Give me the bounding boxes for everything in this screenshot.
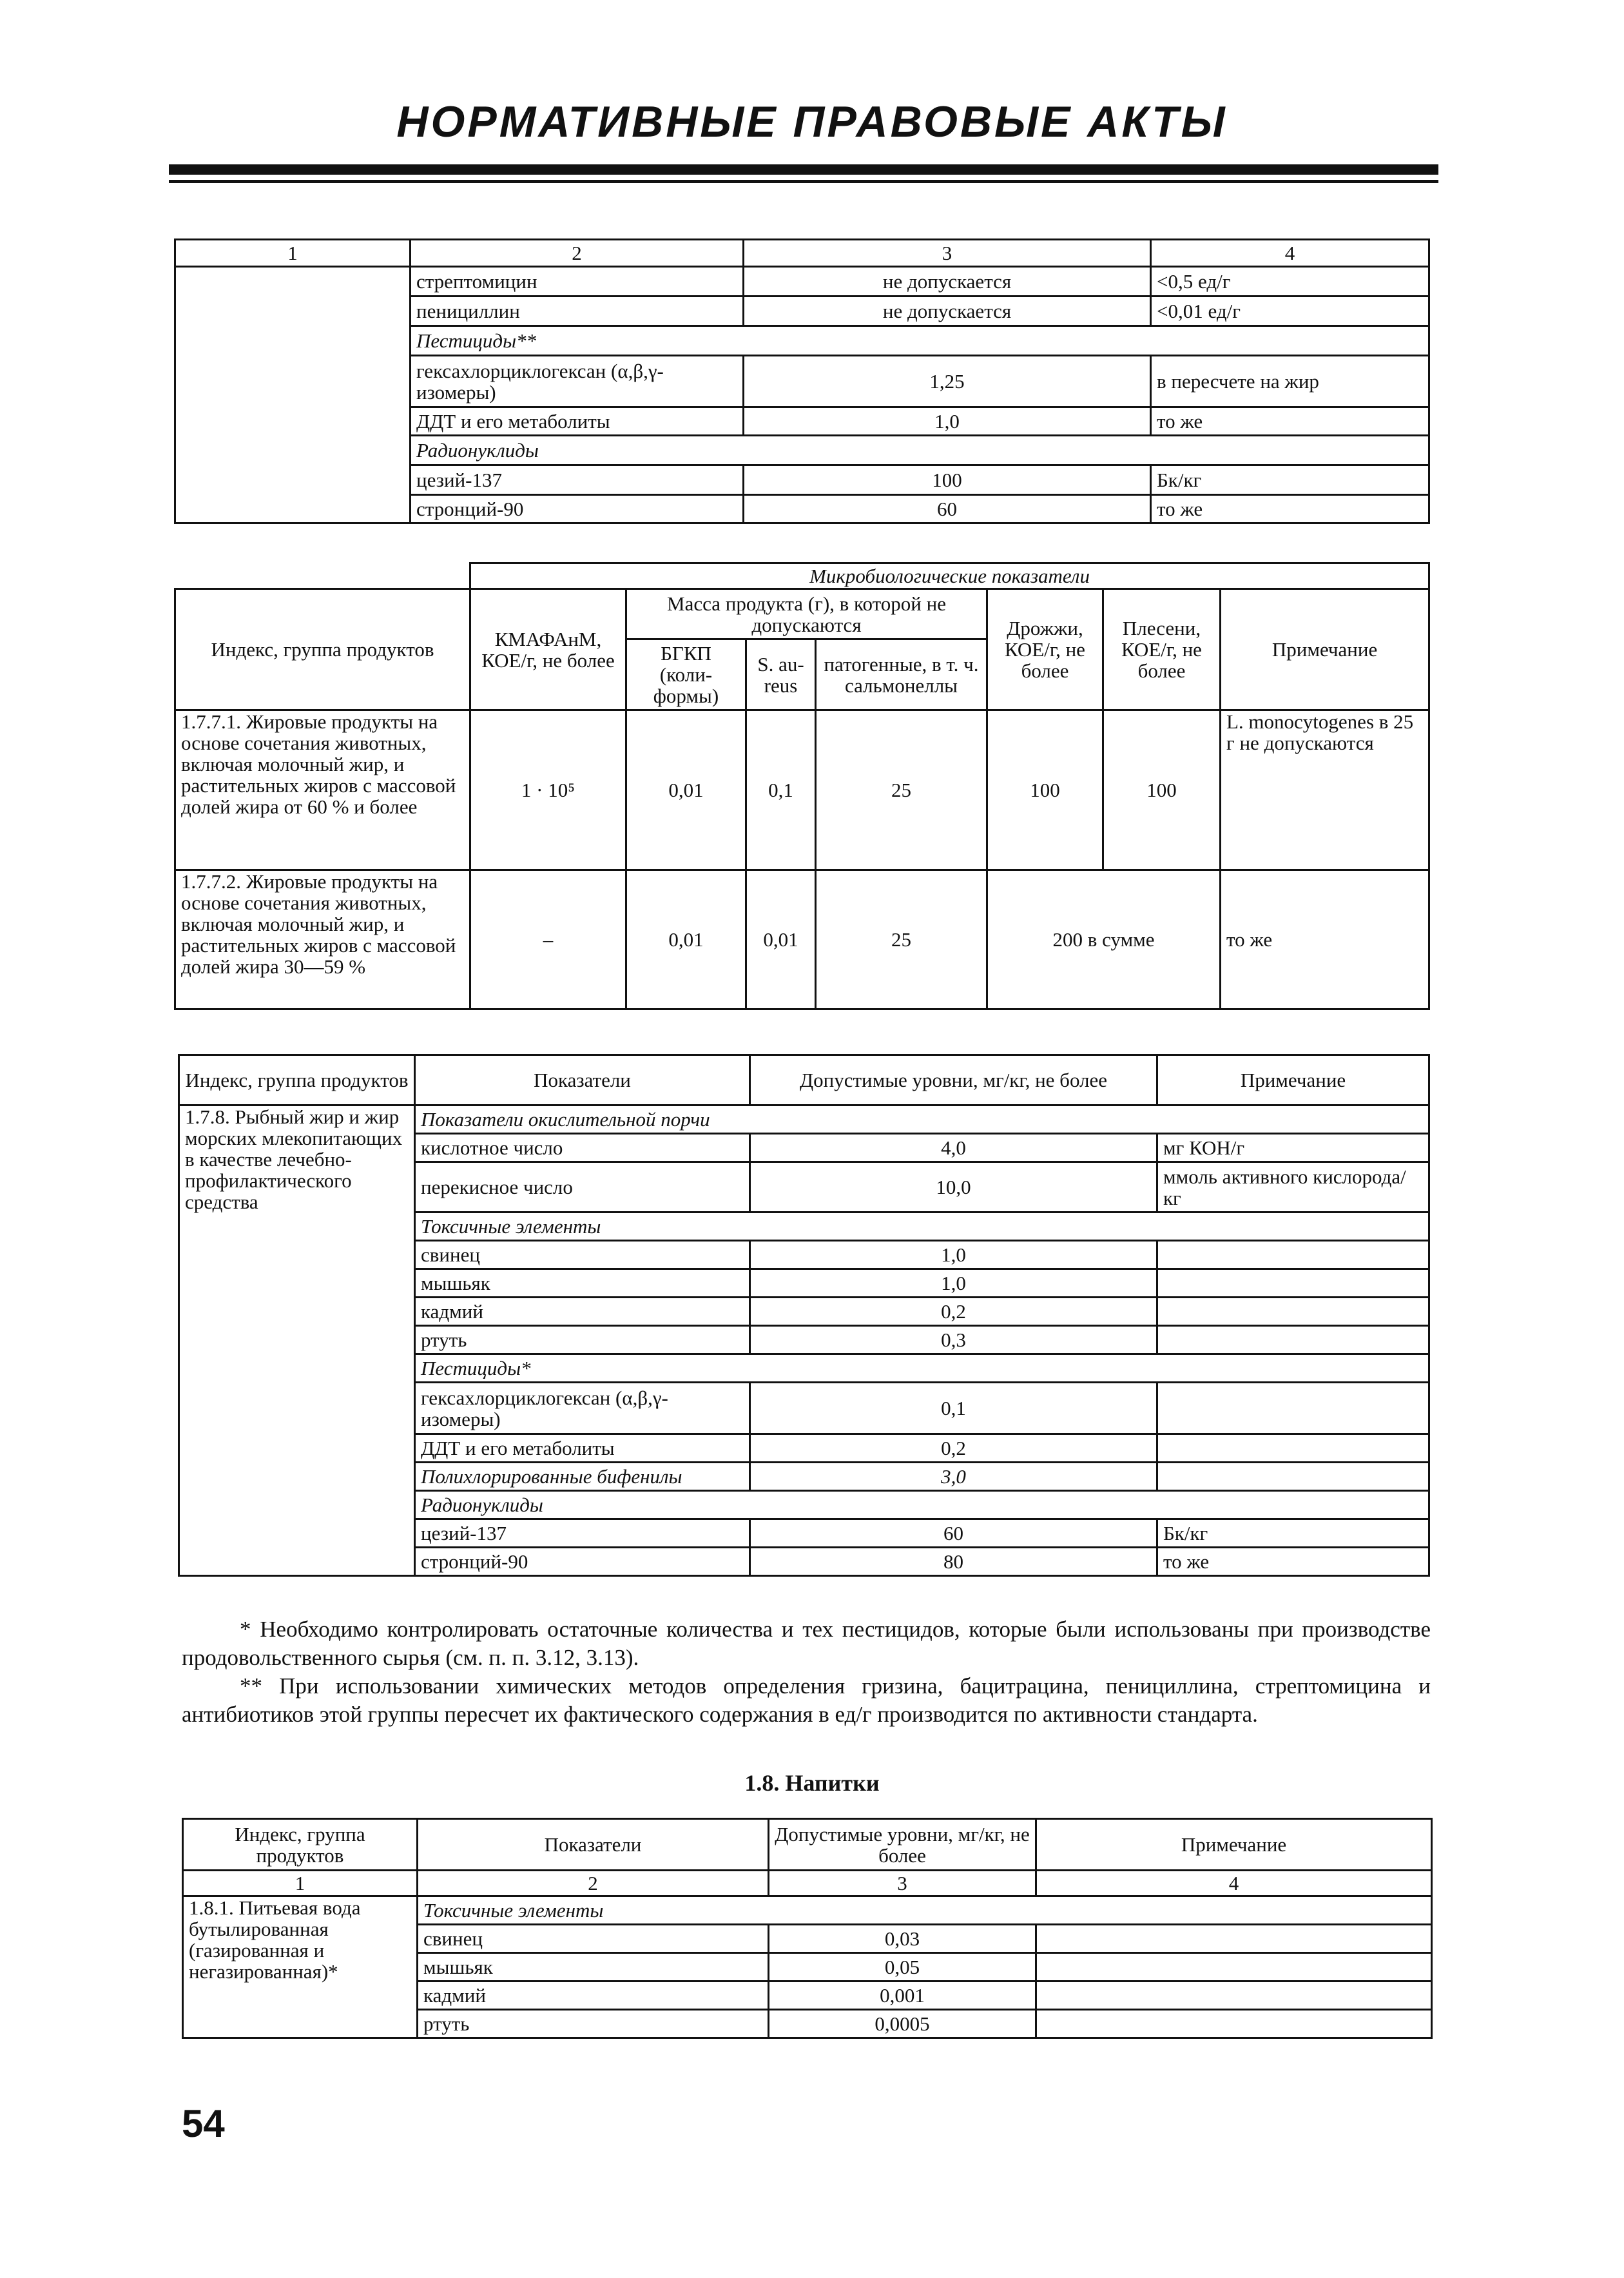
header-indicators: Показатели bbox=[415, 1055, 750, 1105]
column-number: 4 bbox=[1151, 240, 1429, 267]
indicator-name: кадмий bbox=[418, 1981, 769, 2010]
indicator-name: свинец bbox=[418, 1925, 769, 1953]
column-number: 2 bbox=[418, 1871, 769, 1896]
column-number: 1 bbox=[175, 240, 411, 267]
group-index: 1.7.7.1. Жировые продукты на основе сочетания животных, включая молочный жир, и растительных жиров с массовой долей жира от 60 % и более bbox=[175, 710, 470, 870]
indicator-note bbox=[1157, 1298, 1429, 1326]
indicator-value: не допускается bbox=[744, 297, 1151, 326]
indicator-note bbox=[1157, 1434, 1429, 1463]
indicator-value: 0,03 bbox=[769, 1925, 1036, 1953]
group-index: 1.7.7.2. Жировые продукты на основе сочетания животных, включая молочный жир, и растительных жиров с массовой долей жира 30—59 % bbox=[175, 870, 470, 1009]
section-row-label: Пестициды* bbox=[415, 1354, 1429, 1383]
indicator-value: 3,0 bbox=[750, 1463, 1157, 1491]
mold-value: 100 bbox=[1103, 710, 1221, 870]
indicator-name: свинец bbox=[415, 1241, 750, 1269]
indicator-name: цезий-137 bbox=[415, 1519, 750, 1548]
header-kmafanm: КМАФАнМ, КОЕ/г, не более bbox=[470, 589, 626, 710]
table-fish-oil bbox=[178, 1054, 1430, 1577]
group-index: 1.7.8. Рыбный жир и жир морских млекопитающих в качестве лечебно-профилактического средства bbox=[179, 1105, 415, 1576]
indicator-note: ммоль активного кислорода/кг bbox=[1157, 1162, 1429, 1212]
column-number: 3 bbox=[769, 1871, 1036, 1896]
header-levels: Допустимые уровни, мг/кг, не более bbox=[750, 1055, 1157, 1105]
indicator-note: то же bbox=[1151, 407, 1429, 436]
indicator-name: ДДТ и его метаболиты bbox=[411, 407, 744, 436]
indicator-name: ДДТ и его метаболиты bbox=[415, 1434, 750, 1463]
header-rule-thick bbox=[169, 164, 1438, 175]
bgkp-value: 0,01 bbox=[626, 870, 746, 1009]
table-drinks bbox=[182, 1818, 1433, 2039]
header-pathogenic: патогенные, в т. ч. сальмонеллы bbox=[816, 639, 987, 710]
indicator-name: гексахлорциклогексан (α,β,γ-изомеры) bbox=[415, 1383, 750, 1434]
indicator-value: 4,0 bbox=[750, 1134, 1157, 1162]
section-row-label: Пестициды** bbox=[411, 326, 1429, 356]
header-indicators: Показатели bbox=[418, 1819, 769, 1871]
footnote: ** При использовании химических методов определения гризина, бацитрацина, пенициллина, стрептомицина и антибиотиков этой группы пересчет их фактического содержания в ед/г производится по активности стандарта. bbox=[182, 1673, 1431, 1727]
microbiological-caption: Микробиологические показатели bbox=[470, 563, 1429, 589]
indicator-note bbox=[1036, 1953, 1432, 1981]
indicator-note bbox=[1036, 1981, 1432, 2010]
indicator-name: Полихлорированные бифенилы bbox=[415, 1463, 750, 1491]
header-rule-thin bbox=[169, 180, 1438, 183]
indicator-name: кадмий bbox=[415, 1298, 750, 1326]
indicator-name: мышьяк bbox=[415, 1269, 750, 1298]
section-row-label: Радионуклиды bbox=[411, 436, 1429, 465]
indicator-name: мышьяк bbox=[418, 1953, 769, 1981]
indicator-value: 0,05 bbox=[769, 1953, 1036, 1981]
indicator-note bbox=[1157, 1269, 1429, 1298]
indicator-note: то же bbox=[1157, 1548, 1429, 1576]
header-note: Примечание bbox=[1157, 1055, 1429, 1105]
indicator-note: <0,01 ед/г bbox=[1151, 297, 1429, 326]
indicator-value: 0,001 bbox=[769, 1981, 1036, 2010]
header-note: Примечание bbox=[1036, 1819, 1432, 1871]
indicator-note: Бк/кг bbox=[1157, 1519, 1429, 1548]
indicator-name: стронций-90 bbox=[415, 1548, 750, 1576]
indicator-value: 1,0 bbox=[750, 1269, 1157, 1298]
indicator-name: стронций-90 bbox=[411, 495, 744, 523]
indicator-value: 1,25 bbox=[744, 356, 1151, 407]
header-note: Примечание bbox=[1221, 589, 1429, 710]
indicator-value: 0,3 bbox=[750, 1326, 1157, 1354]
indicator-note: то же bbox=[1151, 495, 1429, 523]
yeast-mold-sum: 200 в сумме bbox=[987, 870, 1221, 1009]
indicator-name: стрептомицин bbox=[411, 267, 744, 297]
indicator-name: цезий-137 bbox=[411, 465, 744, 495]
kmafanm-value: – bbox=[470, 870, 626, 1009]
indicator-value: 0,0005 bbox=[769, 2010, 1036, 2038]
kmafanm-value: 1 · 10⁵ bbox=[470, 710, 626, 870]
note-value: то же bbox=[1221, 870, 1429, 1009]
section-row-label: Токсичные элементы bbox=[418, 1896, 1432, 1925]
indicator-value: 1,0 bbox=[750, 1241, 1157, 1269]
footnote: * Необходимо контролировать остаточные количества и тех пестицидов, которые были использованы при производстве продовольственного сырья (см. п. п. 3.12, 3.13). bbox=[182, 1617, 1431, 1670]
indicator-note bbox=[1157, 1463, 1429, 1491]
group-index: 1.8.1. Питьевая вода бутылированная (газированная и негазированная)* bbox=[183, 1896, 418, 2038]
indicator-note: мг КОН/г bbox=[1157, 1134, 1429, 1162]
header-bgkp: БГКП (коли-формы) bbox=[626, 639, 746, 710]
yeast-value: 100 bbox=[987, 710, 1103, 870]
column-number: 4 bbox=[1036, 1871, 1432, 1896]
note-value: L. monocytogenes в 25 г не допускаются bbox=[1221, 710, 1429, 870]
indicator-note bbox=[1157, 1326, 1429, 1354]
header-index: Индекс, группа продуктов bbox=[175, 589, 470, 710]
indicator-value: 60 bbox=[744, 495, 1151, 523]
pathogenic-value: 25 bbox=[816, 870, 987, 1009]
indicator-note: в пересчете на жир bbox=[1151, 356, 1429, 407]
indicator-value: 0,1 bbox=[750, 1383, 1157, 1434]
indicator-value: 100 bbox=[744, 465, 1151, 495]
indicator-value: 0,2 bbox=[750, 1298, 1157, 1326]
indicator-name: кислотное число bbox=[415, 1134, 750, 1162]
column-number: 2 bbox=[411, 240, 744, 267]
section-row-label: Радионуклиды bbox=[415, 1491, 1429, 1519]
indicator-name: гексахлорциклогексан (α,β,γ-изомеры) bbox=[411, 356, 744, 407]
header-mold: Плесени, КОЕ/г, не более bbox=[1103, 589, 1221, 710]
indicator-note: <0,5 ед/г bbox=[1151, 267, 1429, 297]
page-header-title: НОРМАТИВНЫЕ ПРАВОВЫЕ АКТЫ bbox=[396, 97, 1228, 146]
indicator-note bbox=[1036, 2010, 1432, 2038]
column-number: 3 bbox=[744, 240, 1151, 267]
column-number: 1 bbox=[183, 1871, 418, 1896]
indicator-name: перекисное число bbox=[415, 1162, 750, 1212]
footnotes bbox=[182, 1615, 1431, 1729]
page-number: 54 bbox=[182, 2102, 225, 2145]
indicator-value: не допускается bbox=[744, 267, 1151, 297]
bgkp-value: 0,01 bbox=[626, 710, 746, 870]
header-yeast: Дрожжи, КОЕ/г, не более bbox=[987, 589, 1103, 710]
indicator-note: Бк/кг bbox=[1151, 465, 1429, 495]
header-index: Индекс, группа продуктов bbox=[179, 1055, 415, 1105]
table-antibiotics-pesticides bbox=[174, 239, 1430, 524]
indicator-value: 60 bbox=[750, 1519, 1157, 1548]
section-row-label: Показатели окислительной порчи bbox=[415, 1105, 1429, 1134]
pathogenic-value: 25 bbox=[816, 710, 987, 870]
indicator-note bbox=[1157, 1383, 1429, 1434]
saureus-value: 0,01 bbox=[746, 870, 816, 1009]
indicator-note bbox=[1036, 1925, 1432, 1953]
indicator-name: пенициллин bbox=[411, 297, 744, 326]
header-index: Индекс, группа продуктов bbox=[183, 1819, 418, 1871]
header-saureus: S. au-reus bbox=[746, 639, 816, 710]
indicator-value: 10,0 bbox=[750, 1162, 1157, 1212]
indicator-note bbox=[1157, 1241, 1429, 1269]
header-mass: Масса продукта (г), в которой не допускаются bbox=[626, 589, 987, 639]
table-microbiological bbox=[174, 562, 1430, 1010]
index-cell-empty bbox=[175, 267, 411, 523]
indicator-name: ртуть bbox=[415, 1326, 750, 1354]
indicator-value: 80 bbox=[750, 1548, 1157, 1576]
header-levels: Допустимые уровни, мг/кг, не более bbox=[769, 1819, 1036, 1871]
section-title: 1.8. Напитки bbox=[744, 1770, 880, 1796]
saureus-value: 0,1 bbox=[746, 710, 816, 870]
indicator-name: ртуть bbox=[418, 2010, 769, 2038]
indicator-value: 1,0 bbox=[744, 407, 1151, 436]
indicator-value: 0,2 bbox=[750, 1434, 1157, 1463]
section-row-label: Токсичные элементы bbox=[415, 1212, 1429, 1241]
